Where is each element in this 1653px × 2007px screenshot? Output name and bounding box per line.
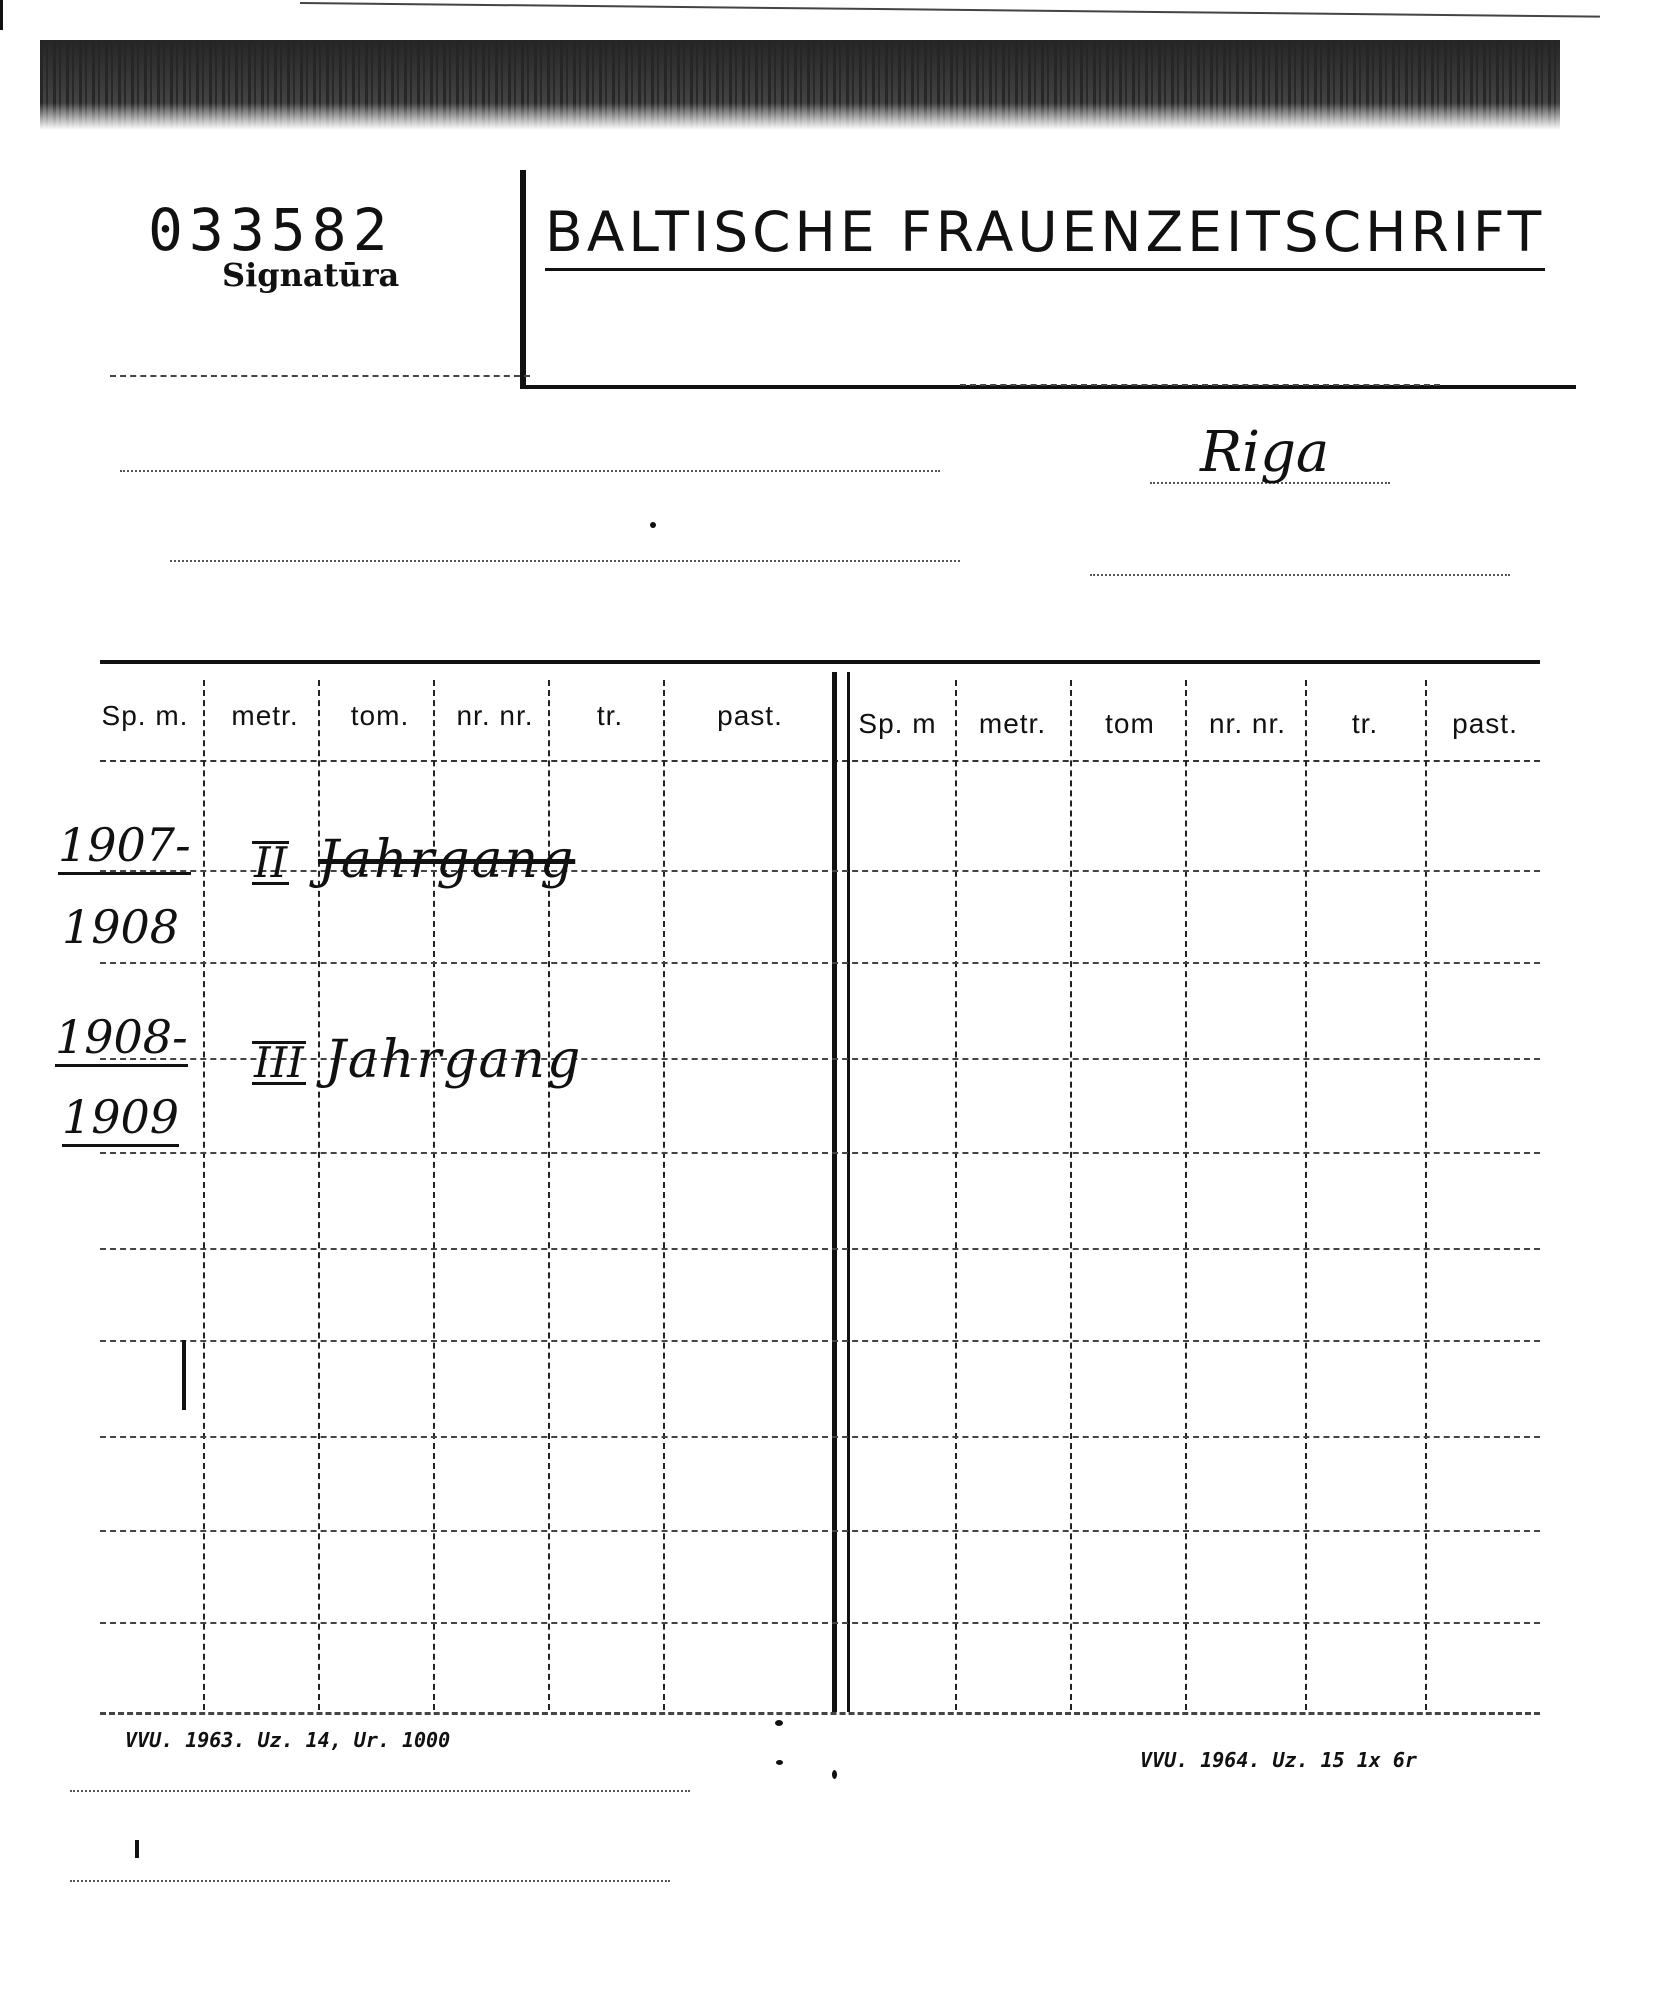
entry-2-year-end: 1909 [62,1090,179,1147]
scan-noise-band [40,40,1560,130]
header-rule [100,760,1540,762]
column-line [1070,680,1072,1710]
guide-line [960,384,1440,386]
header-tom: tom. [350,700,410,731]
entry-1-year-end: 1908 [62,900,180,954]
scan-speck [135,1840,139,1858]
header-sp-m: Sp. m. [101,700,189,731]
guide-line [1090,574,1510,576]
footer-note-right: VVU. 1964. Uz. 15 1x 6r [1140,1748,1417,1772]
row-line [100,1248,1540,1250]
scan-speck [650,522,656,528]
header-tr-right: tr. [1351,708,1379,739]
guide-line [120,470,940,472]
guide-line [170,560,960,562]
column-line [203,680,205,1710]
entry-2-label: Jahrgang [325,1030,583,1090]
guide-line [70,1880,670,1882]
guide-line [110,375,530,377]
header-metr-right: metr. [978,708,1047,739]
row-line [100,1436,1540,1438]
entry-1-year-start: 1907- [58,818,191,875]
row-line [100,1058,1540,1060]
header-nr-nr-right: nr. nr. [1208,708,1287,739]
footer-note-left: VVU. 1963. Uz. 14, Ur. 1000 [125,1728,451,1752]
signature-code: 033582 [148,196,394,264]
row-line [100,1622,1540,1624]
scan-speck [776,1760,783,1765]
card-top-edge [300,2,1600,18]
table-top-rule [100,660,1540,664]
row-line [100,870,1540,872]
header-sp-m-right: Sp. m [858,708,937,739]
column-line [1305,680,1307,1710]
row-line [100,1530,1540,1532]
guide-line [70,1790,690,1792]
row-line [100,1340,1540,1342]
scan-speck [775,1720,783,1726]
scan-speck [832,1770,837,1779]
header-nr-nr: nr. nr. [456,700,534,731]
entry-2-volume: III [254,1038,304,1087]
column-line [955,680,957,1710]
column-line [1185,680,1187,1710]
table-center-divider [832,672,850,1712]
entry-1-volume: II [254,838,288,887]
column-line [663,680,665,1710]
row-line [100,1152,1540,1154]
row-line [100,962,1540,964]
entry-1-label: Jahrgang [318,830,576,890]
column-line [1425,680,1427,1710]
header-tr: tr. [596,700,624,731]
scan-speck [182,1340,186,1410]
header-past-right: past. [1452,708,1518,739]
entry-2-year-start: 1908- [55,1010,188,1067]
header-metr: metr. [231,700,299,731]
signature-label: Signatūra [222,256,400,294]
header-past: past. [717,700,783,731]
table-bottom-rule [100,1712,1540,1715]
scan-speck [0,0,3,30]
publication-title: BALTISCHE FRAUENZEITSCHRIFT [545,200,1545,271]
place-of-publication: Riga [1200,420,1330,485]
header-tom-right: tom [1105,708,1155,739]
